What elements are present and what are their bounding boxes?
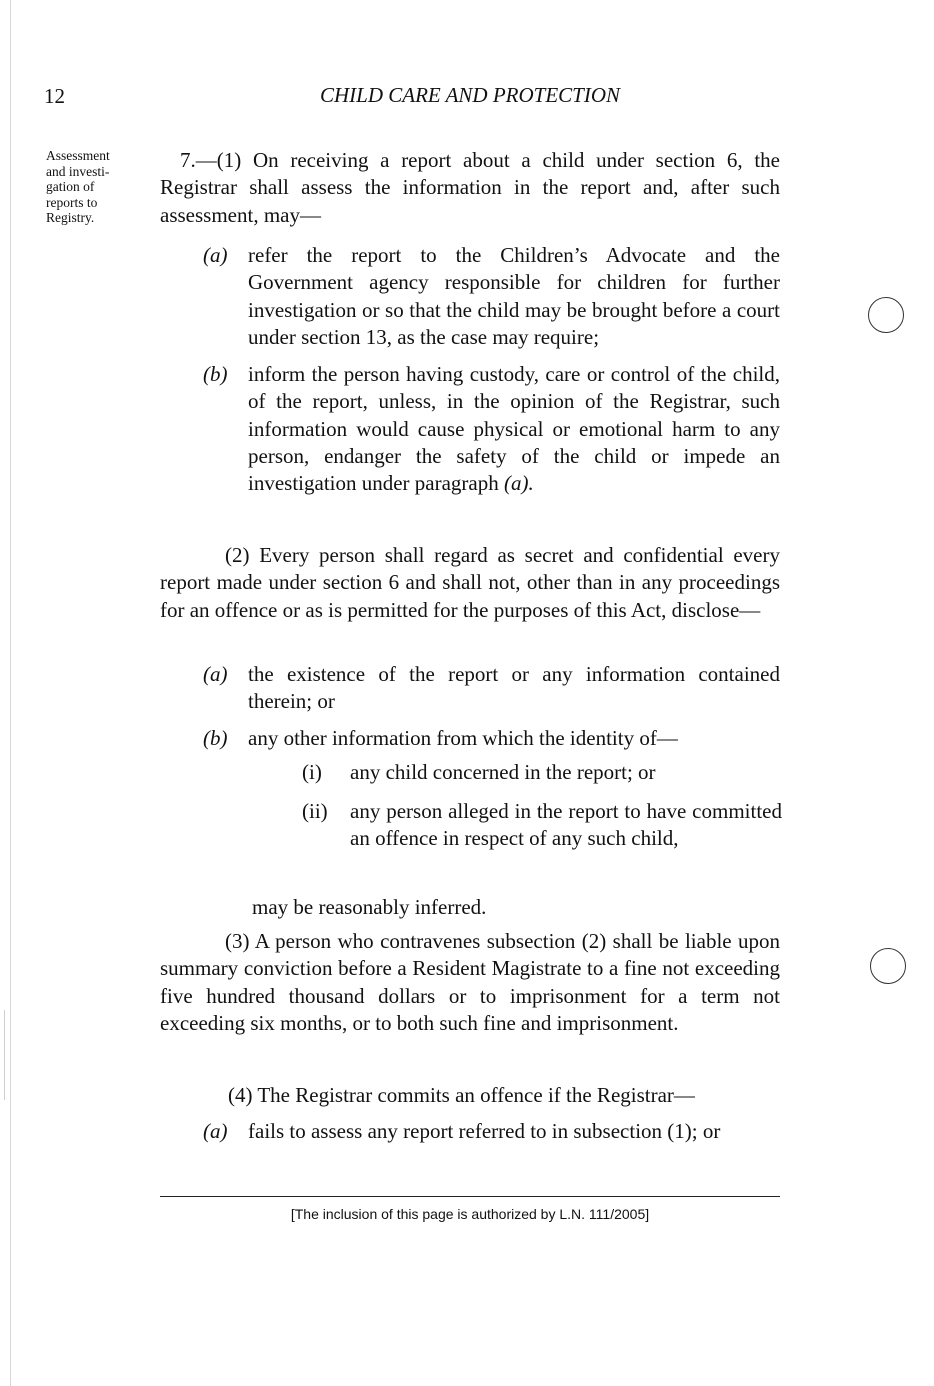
item-label: (i)	[302, 760, 322, 784]
subsection-2-closing: may be reasonably inferred.	[252, 895, 487, 919]
margin-note-line: reports to	[46, 194, 98, 210]
subsection-4: (4) The Registrar commits an offence if the Registrar—	[228, 1083, 695, 1107]
footer-note: [The inclusion of this page is authorized by L.N. 111/2005]	[290, 1206, 650, 1222]
item-label: (a)	[203, 243, 228, 267]
subsection-2-item-i	[302, 759, 780, 787]
item-label: (b)	[203, 726, 228, 750]
running-title: CHILD CARE AND PROTECTION	[319, 83, 621, 107]
punch-hole-mark	[870, 948, 906, 984]
margin-note-line: Registry.	[46, 210, 95, 225]
item-text: any person alleged in the report to have committed an offence in respect of any such child,	[350, 799, 782, 851]
margin-note	[46, 148, 146, 226]
item-label: (ii)	[302, 799, 328, 823]
item-label: (a)	[203, 662, 228, 686]
item-text: fails to assess any report referred to in subsection (1); or	[248, 1119, 721, 1143]
item-text-main: inform the person having custody, care or control of the child, of the report, unless, in the opinion of the Registrar, such information would cause physical or emotional harm to any person, endanger the safety of the child or impede an investigation under paragraph	[248, 362, 780, 496]
subsection-2: (2) Every person shall regard as secret and confidential every report made under section 6 and shall not, other than in any proceedings for an offence or as is permitted for the purposes of this Act, disclose—	[160, 543, 780, 622]
item-text: any child concerned in the report; or	[350, 760, 656, 784]
subsection-4-item-a	[203, 1118, 780, 1174]
section-7-item-a	[203, 242, 780, 352]
item-label: (a)	[203, 1119, 228, 1143]
punch-hole-mark	[868, 297, 904, 333]
subsection-2-item-a	[203, 661, 780, 717]
item-text	[248, 361, 780, 497]
item-text-end: (a).	[504, 471, 534, 496]
subsection-2-item-b	[203, 725, 780, 753]
footer-rule	[160, 1196, 780, 1197]
item-text: the existence of the report or any information contained therein; or	[248, 662, 780, 714]
section-7-item-b	[203, 361, 780, 526]
margin-note-line: and investi-	[46, 163, 110, 179]
scan-edge-line	[10, 0, 11, 1386]
margin-note-line: Assessment	[46, 148, 110, 163]
subsection-2-item-ii	[302, 798, 782, 882]
margin-note-line: gation of	[46, 179, 95, 194]
section-7-1-intro: 7.—(1) On receiving a report about a child under section 6, the Registrar shall assess the information in the report and, after such assessment, may—	[160, 148, 780, 227]
subsection-3: (3) A person who contravenes subsection (2) shall be liable upon summary conviction before a Resident Magistrate to a fine not exceeding five hundred thousand dollars or to imprisonment for a term not exceeding six months, or to both such fine and imprisonment.	[160, 929, 780, 1035]
item-label: (b)	[203, 362, 228, 386]
scan-edge-mark	[4, 1010, 5, 1100]
page-number: 12	[44, 84, 65, 108]
item-text: refer the report to the Children’s Advocate and the Government agency responsible for children for further investigation or so that the child may be brought before a court under section 13, as the case may require;	[248, 243, 780, 349]
item-text: any other information from which the identity of—	[248, 726, 678, 750]
